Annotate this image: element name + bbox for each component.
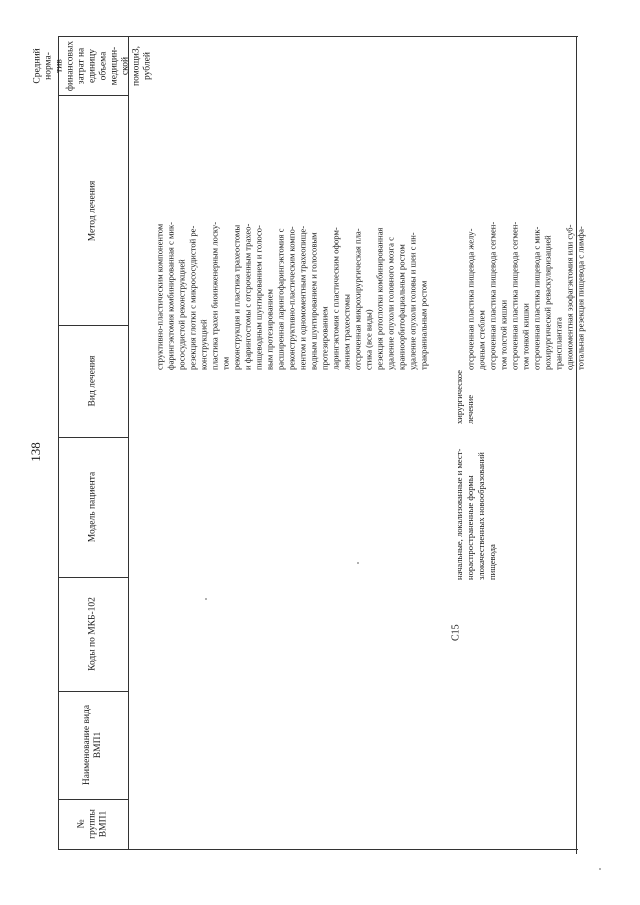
list-item: отсроченная пластика пищевода желу- (465, 228, 476, 370)
list-item: том тонкой кишки (520, 303, 531, 370)
list-item: расширенная ларингофарингэктомия с (275, 228, 286, 370)
list-item: резекция ротоглотки комбинированная (374, 227, 385, 370)
methods-list-esophagus (466, 144, 587, 370)
list-item: лением трахеостомы (341, 294, 352, 370)
list-item: водным шунтированием и голосовым (308, 232, 319, 370)
page-number: 138 (28, 442, 43, 462)
list-item: фарингэктомия комбинированная с мик- (165, 221, 176, 370)
list-item: и фарингостомы с отсроченным трахео- (242, 223, 253, 370)
list-item: том (220, 356, 231, 370)
list-item: тракраниальным ростом (418, 280, 429, 370)
list-item: отсроченная пластика пищевода с мик- (531, 226, 542, 370)
header-vmp-name: Наименование вида ВМП1 (82, 704, 103, 786)
list-item: отсроченная микрохирургическая пла- (352, 228, 363, 370)
list-item: дочным стеблем (476, 310, 487, 370)
scan-speck (599, 868, 601, 870)
list-item: конструкцией (198, 319, 209, 370)
list-item: отсроченная пластика пищевода сегмен- (487, 221, 498, 370)
list-item: вым протезированием (264, 289, 275, 370)
header-treatment-type: Вид лечения (87, 355, 98, 407)
list-item: удаление опухоли головы и шеи с ин- (407, 232, 418, 370)
patient-model: начальные, локализованные и мест- нораспространенные формы злокачественных новообразований пищевода (454, 448, 497, 580)
list-item: отсроченная пластика пищевода сегмен- (509, 221, 520, 370)
list-item: пластика трахеи биоинженерным лоску- (209, 221, 220, 370)
list-item: рососудистой реконструкцией (176, 259, 187, 370)
list-item: тотальная резекция пищевода с лимфа- (575, 226, 586, 370)
list-item: краниоорбитофациальным ростом (396, 244, 407, 370)
list-item: одномоментная эзофагэктомия или суб- (564, 224, 575, 370)
list-item: удаление опухоли головного мозга с (385, 237, 396, 370)
header-mkb-codes: Коды по МКБ-102 (87, 597, 98, 671)
header-group-number: № группы ВМП1 (76, 809, 109, 839)
list-item: стика (все виды) (363, 309, 374, 370)
list-item: реконструкция и пластика трахеостомы (231, 224, 242, 370)
scan-speck (357, 562, 359, 564)
list-item: реконструктивно-пластическим компо- (286, 226, 297, 370)
list-item: нентом и одномоментным трахеопище- (297, 225, 308, 370)
list-item: протезированием (319, 306, 330, 370)
list-item: резекция глотки с микрососудистой ре- (187, 225, 198, 370)
list-item: пищеводным шунтированием и голосо- (253, 225, 264, 370)
methods-list-top (155, 144, 430, 370)
mkb-code: C15 (450, 624, 462, 641)
header-avg-cost: Средний норма- тив финансовых затрат на единицу объема медицин- ской помощи3, рублей (32, 40, 153, 92)
list-item: трансплантата (553, 317, 564, 370)
header-treatment-method: Метод лечения (87, 180, 98, 242)
treatment-type: хирургическое лечение (454, 370, 475, 424)
list-item: том толстой кишки (498, 299, 509, 370)
header-patient-model: Модель пациента (87, 471, 98, 543)
scan-speck (205, 598, 207, 600)
list-item: структивно-пластическим компонентом (154, 223, 165, 370)
list-item: рохирургической реваскуляризацией (542, 235, 553, 370)
list-item: ларингэктомия с пластическим оформ- (330, 227, 341, 370)
